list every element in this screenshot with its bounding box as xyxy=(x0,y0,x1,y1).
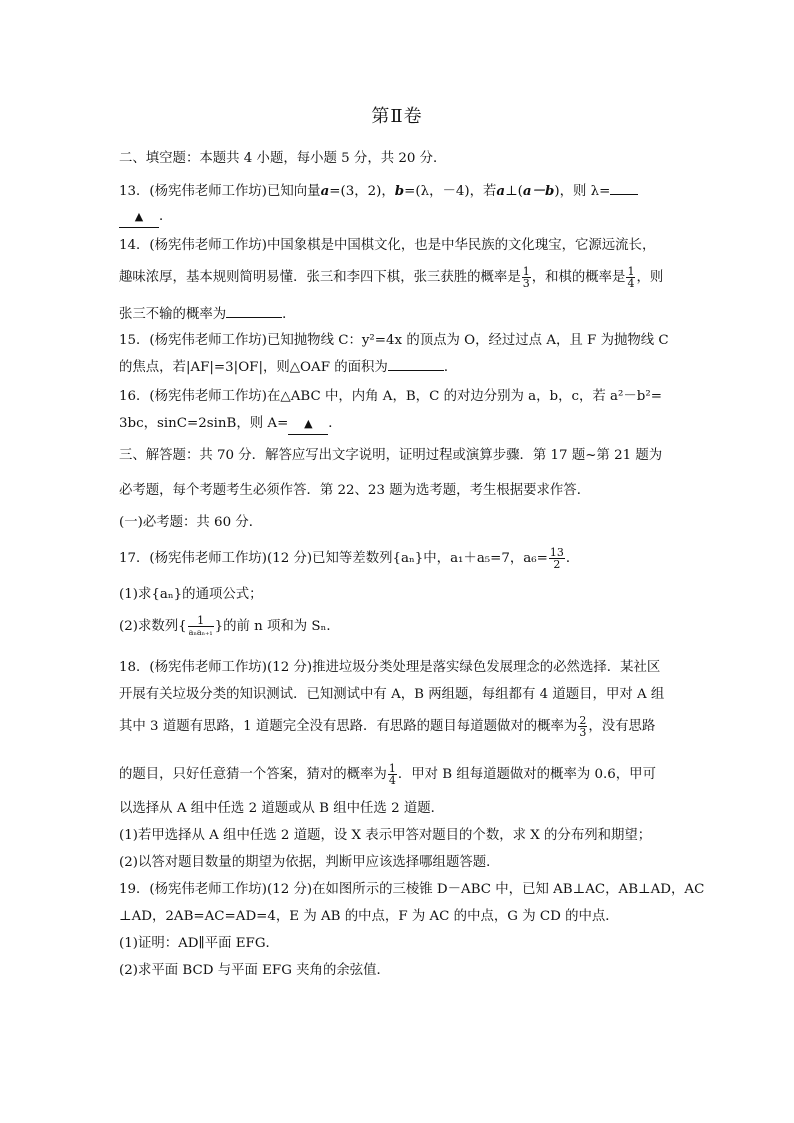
fraction xyxy=(626,266,635,289)
question-18-line-2: 开展有关垃圾分类的知识测试．已知测试中有 A，B 两组题，每组都有 4 道题目，甲对 A 组 xyxy=(119,687,665,702)
q13-text: ⊥( xyxy=(505,184,523,199)
fraction-denominator: aₙaₙ₊₁ xyxy=(188,628,213,637)
section-3-line-3: (一)必考题：共 60 分． xyxy=(119,515,263,530)
q14-text: ，则 xyxy=(636,270,664,285)
q13-text: )，则 λ= xyxy=(554,184,611,199)
question-18-line-3 xyxy=(119,715,655,738)
fraction xyxy=(188,615,214,638)
q16-end: ． xyxy=(328,416,342,431)
question-15-line-1: 15．(杨宪伟老师工作坊)已知抛物线 C：y²=4x 的顶点为 O，经过过点 A，且 F 为抛物线 C xyxy=(119,333,669,348)
fraction-numerator: 1 xyxy=(627,265,635,278)
fraction xyxy=(578,715,587,738)
q15-end: ． xyxy=(443,360,458,375)
q18-text: 的题目，只好任意猜一个答案，猜对的概率为 xyxy=(119,767,387,782)
q17-text: 17．(杨宪伟老师工作坊)(12 分)已知等差数列{aₙ}中，a₁＋a₅=7，a₆= xyxy=(119,551,548,566)
question-17-part-1: (1)求{aₙ}的通项公式； xyxy=(119,587,263,602)
q14-text: 张三不输的概率为 xyxy=(119,307,227,322)
question-19-line-2: ⊥AD，2AB=AC=AD=4，E 为 AB 的中点，F 为 AC 的中点，G 为 CD 的中点． xyxy=(119,909,619,924)
q13-text: 13．(杨宪伟老师工作坊)已知向量 xyxy=(119,184,321,199)
question-14-line-1: 14．(杨宪伟老师工作坊)中国象棋是中国棋文化，也是中华民族的文化瑰宝，它源远流长， xyxy=(119,238,656,253)
fraction-numerator: 1 xyxy=(188,615,214,627)
question-18-line-1: 18．(杨宪伟老师工作坊)(12 分)推进垃圾分类处理是落实绿色发展理念的必然选择．某社区 xyxy=(119,660,661,675)
fraction-numerator: 13 xyxy=(549,546,564,559)
q15-text: 的焦点，若|AF|=3|OF|，则△OAF 的面积为 xyxy=(119,360,388,375)
page-title: 第Ⅱ卷 xyxy=(371,106,423,127)
q13-vec-a: a xyxy=(320,183,330,199)
q16-text: 3bc，sinC=2sinB，则 A= xyxy=(119,416,289,431)
answer-blank xyxy=(610,182,638,195)
q18-text: 其中 3 道题有思路，1 道题完全没有思路．有思路的题目每道题做对的概率为 xyxy=(119,719,578,734)
answer-marker: ▲ xyxy=(288,414,328,435)
q17-text: (2)求数列{ xyxy=(119,619,187,634)
answer-blank xyxy=(388,358,444,371)
q17-text: }的前 n 项和为 Sₙ． xyxy=(214,619,340,634)
q14-end: ． xyxy=(282,307,296,322)
section-3-line-2: 必考题，每个考题考生必须作答．第 22、23 题为选考题，考生根据要求作答． xyxy=(119,483,591,498)
question-19-part-1: (1)证明：AD∥平面 EFG． xyxy=(119,936,279,951)
question-13-cont xyxy=(119,207,172,228)
q14-text: 趣味浓厚，基本规则简明易懂．张三和李四下棋，张三获胜的概率是 xyxy=(119,270,521,285)
answer-marker: ▲ xyxy=(119,207,159,228)
fraction-numerator: 1 xyxy=(388,762,396,775)
question-18-part-2: (2)以答对题目数量的期望为依据，判断甲应该选择哪组题答题． xyxy=(119,855,500,870)
question-13 xyxy=(119,181,638,202)
q13-text: =(λ，－4)，若 xyxy=(404,184,497,199)
q18-text: ．甲对 B 组每道题做对的概率为 0.6，甲可 xyxy=(397,767,656,782)
q14-text: ，和棋的概率是 xyxy=(531,270,626,285)
question-18-line-5: 以选择从 A 组中任选 2 道题或从 B 组中任选 2 道题． xyxy=(119,801,445,816)
question-17-part-2 xyxy=(119,615,340,638)
question-17-line-1 xyxy=(119,547,579,570)
q13-vec-b: b xyxy=(394,183,405,199)
q13-vec-expr: a－b xyxy=(522,183,555,199)
fraction-denominator: 4 xyxy=(627,277,635,290)
q13-end: ． xyxy=(159,209,173,224)
question-15-line-2 xyxy=(119,358,457,378)
answer-blank xyxy=(226,305,282,318)
question-18-line-4 xyxy=(119,763,656,786)
fraction-numerator: 1 xyxy=(522,265,530,278)
question-19-part-2: (2)求平面 BCD 与平面 EFG 夹角的余弦值． xyxy=(119,963,390,978)
q13-vec-a: a xyxy=(496,183,506,199)
q17-end: ． xyxy=(565,551,580,566)
question-19-line-1: 19．(杨宪伟老师工作坊)(12 分)在如图所示的三棱锥 D－ABC 中，已知 AB⊥AC，AB⊥AD，AC xyxy=(119,882,705,897)
fraction-denominator: 3 xyxy=(522,277,530,290)
fraction-numerator: 2 xyxy=(579,714,587,727)
question-18-part-1: (1)若甲选择从 A 组中任选 2 道题，设 X 表示甲答对题目的个数，求 X 的分布列和期望； xyxy=(119,828,652,843)
question-16-line-1: 16．(杨宪伟老师工作坊)在△ABC 中，内角 A，B，C 的对边分别为 a，b，c，若 a²－b²= xyxy=(119,389,662,404)
question-16-line-2 xyxy=(119,414,342,435)
question-14-line-3 xyxy=(119,305,296,325)
fraction-denominator: 4 xyxy=(388,774,396,787)
fraction xyxy=(388,763,397,786)
section-3-line-1: 三、解答题：共 70 分．解答应写出文字说明，证明过程或演算步骤．第 17 题~第 21 题为 xyxy=(119,448,663,463)
section-2-header: 二、填空题：本题共 4 小题，每小题 5 分，共 20 分． xyxy=(119,151,447,166)
fraction-denominator: 2 xyxy=(553,558,561,571)
fraction-denominator: 3 xyxy=(579,726,587,739)
q13-text: =(3，2)， xyxy=(329,184,395,199)
fraction xyxy=(549,547,565,570)
question-14-line-2 xyxy=(119,266,663,289)
q18-text: ，没有思路 xyxy=(588,719,656,734)
fraction xyxy=(522,266,531,289)
